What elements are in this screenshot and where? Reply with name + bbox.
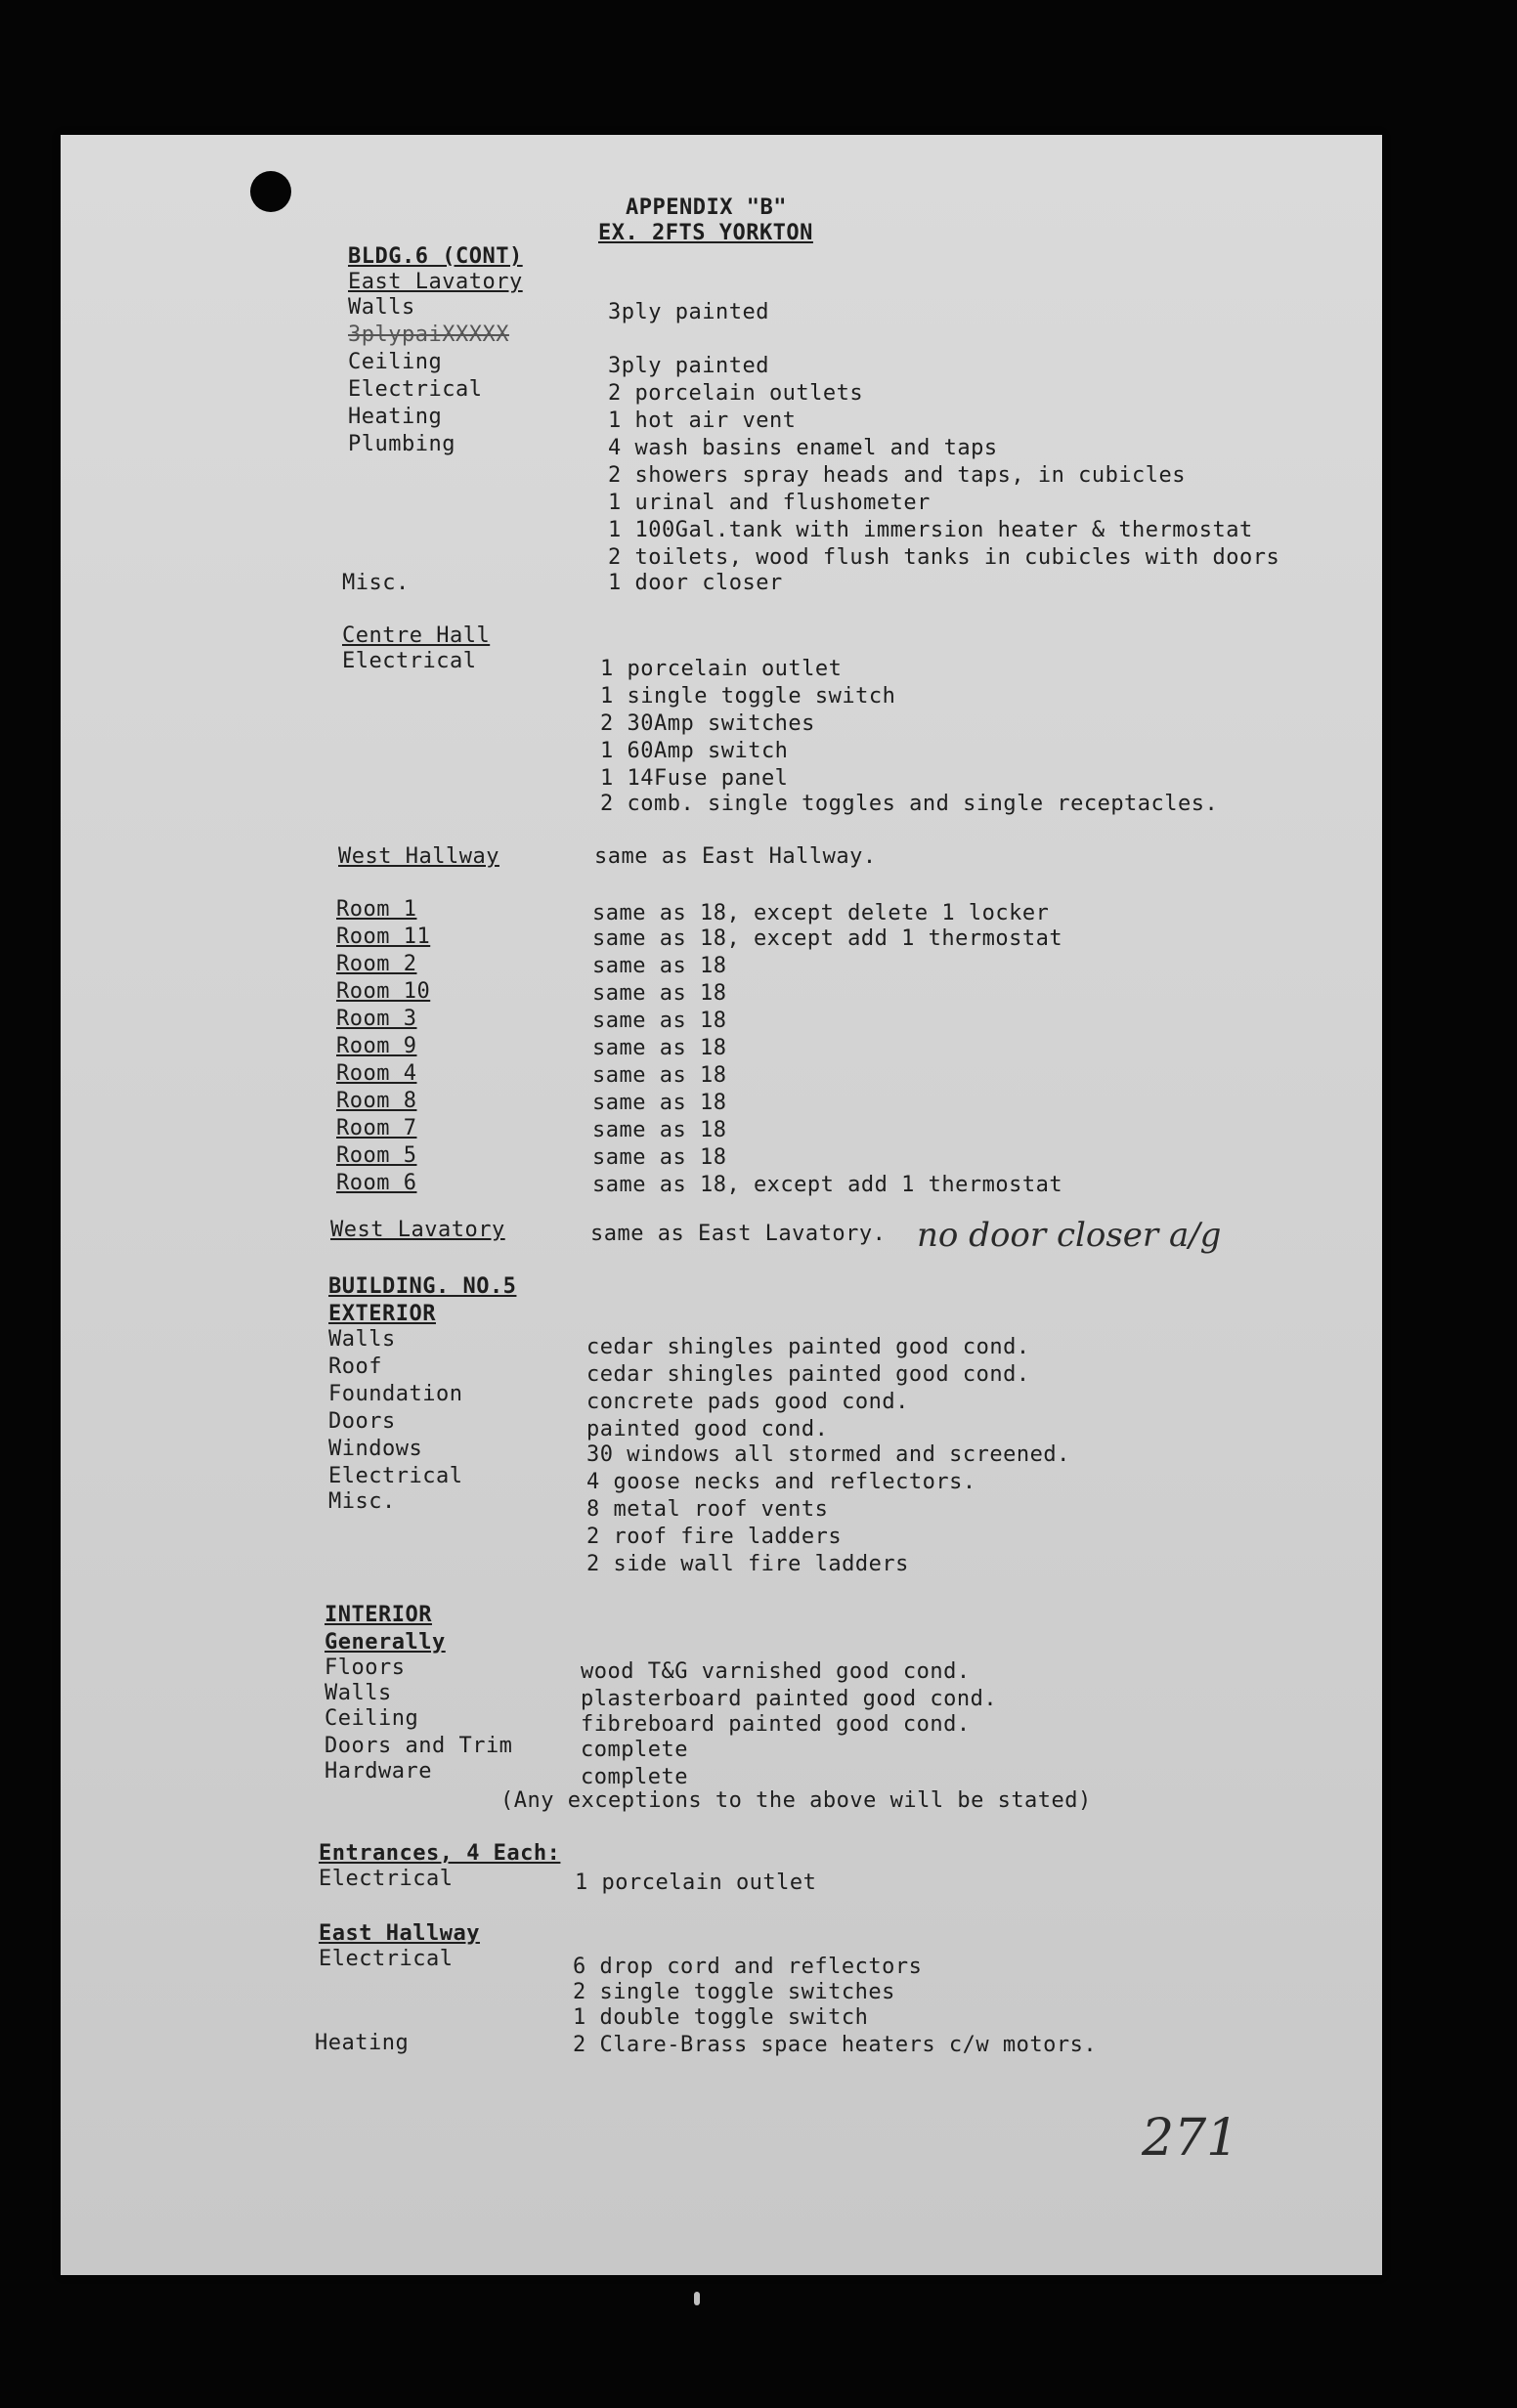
room-value: same as 18 — [592, 981, 727, 1006]
row-label: Floors — [325, 1656, 406, 1680]
row-value: plasterboard painted good cond. — [581, 1687, 998, 1711]
row-label: Ceiling — [348, 350, 443, 374]
row-value: 1 60Amp switch — [600, 739, 789, 763]
row-value: 30 windows all stormed and screened. — [586, 1442, 1070, 1467]
row-label: Electrical — [348, 377, 483, 402]
row-label: West Hallway — [338, 844, 499, 869]
row-label: Doors and Trim — [325, 1734, 513, 1758]
section-heading: INTERIOR — [325, 1603, 432, 1627]
row-label: Foundation — [328, 1382, 463, 1406]
room-value: same as 18, except delete 1 locker — [592, 901, 1050, 925]
room-value: same as 18, except add 1 thermostat — [592, 926, 1063, 951]
room-label: Room 11 — [336, 924, 431, 949]
row-value: same as East Lavatory. — [590, 1222, 887, 1246]
room-value: same as 18 — [592, 1145, 727, 1170]
room-label: Room 4 — [336, 1061, 417, 1086]
row-label: Ceiling — [325, 1706, 419, 1731]
row-value: 1 14Fuse panel — [600, 766, 789, 791]
row-value: complete — [581, 1738, 688, 1762]
room-label: Room 3 — [336, 1007, 417, 1031]
dust-speck — [694, 2292, 700, 2305]
row-value: 6 drop cord and reflectors — [573, 1955, 923, 1979]
row-value: same as East Hallway. — [594, 844, 877, 869]
section-subheading: Generally — [325, 1630, 446, 1655]
row-label: Electrical — [328, 1464, 463, 1488]
room-value: same as 18 — [592, 1091, 727, 1115]
room-label: Room 10 — [336, 979, 431, 1004]
section-heading: East Lavatory — [348, 270, 523, 294]
row-value: cedar shingles painted good cond. — [586, 1362, 1030, 1387]
row-value: 2 single toggle switches — [573, 1980, 895, 2004]
row-value: 2 roof fire ladders — [586, 1525, 843, 1549]
room-value: same as 18 — [592, 1036, 727, 1060]
row-value: 3ply painted — [608, 354, 769, 378]
row-label: West Lavatory — [330, 1218, 505, 1242]
row-value: painted good cond. — [586, 1417, 829, 1441]
punch-hole — [250, 171, 291, 212]
row-label: Misc. — [342, 571, 410, 595]
section-heading: East Hallway — [319, 1921, 480, 1946]
row-value: 2 porcelain outlets — [608, 381, 864, 406]
row-label: Heating — [315, 2031, 410, 2055]
row-value: 2 toilets, wood flush tanks in cubicles with doors — [608, 545, 1280, 570]
row-label: Walls — [328, 1327, 396, 1352]
row-value: 1 door closer — [608, 571, 783, 595]
row-label: Walls — [348, 295, 415, 320]
row-value: 1 double toggle switch — [573, 2005, 869, 2030]
struck-label: 3plypaiXXXXX — [348, 322, 509, 347]
room-label: Room 8 — [336, 1089, 417, 1113]
row-value: 2 showers spray heads and taps, in cubicles — [608, 463, 1187, 488]
row-value: 1 porcelain outlet — [600, 657, 843, 681]
row-label: Doors — [328, 1409, 396, 1434]
row-value: 4 goose necks and reflectors. — [586, 1470, 976, 1494]
row-value: 1 hot air vent — [608, 408, 797, 433]
row-label: Hardware — [325, 1759, 432, 1784]
section-heading: Centre Hall — [342, 624, 491, 648]
row-value: cedar shingles painted good cond. — [586, 1335, 1030, 1359]
row-value: 4 wash basins enamel and taps — [608, 436, 998, 460]
appendix-title: APPENDIX "B" — [626, 195, 787, 220]
row-value: complete — [581, 1765, 688, 1789]
row-value: 2 side wall fire ladders — [586, 1552, 909, 1576]
row-label: Electrical — [319, 1867, 454, 1891]
room-label: Room 6 — [336, 1171, 417, 1195]
row-value: 1 single toggle switch — [600, 684, 896, 709]
row-value: 2 30Amp switches — [600, 711, 815, 736]
row-label: Heating — [348, 405, 443, 429]
row-label: Roof — [328, 1354, 382, 1379]
row-value: concrete pads good cond. — [586, 1390, 909, 1414]
building-heading: BLDG.6 (CONT) — [348, 244, 523, 269]
section-heading: EXTERIOR — [328, 1302, 436, 1326]
row-value: 1 porcelain outlet — [575, 1870, 817, 1895]
row-value: wood T&G varnished good cond. — [581, 1659, 971, 1684]
room-label: Room 5 — [336, 1143, 417, 1168]
row-value: fibreboard painted good cond. — [581, 1712, 971, 1737]
building-heading: BUILDING. NO.5 — [328, 1274, 517, 1299]
row-label: Electrical — [319, 1947, 454, 1971]
room-label: Room 1 — [336, 897, 417, 922]
row-value: 1 urinal and flushometer — [608, 491, 931, 515]
room-value: same as 18 — [592, 954, 727, 978]
row-value: 3ply painted — [608, 300, 769, 324]
section-heading: Entrances, 4 Each: — [319, 1841, 561, 1866]
room-value: same as 18 — [592, 1063, 727, 1088]
row-value: 8 metal roof vents — [586, 1497, 829, 1522]
room-value: same as 18 — [592, 1009, 727, 1033]
row-value: 1 100Gal.tank with immersion heater & thermostat — [608, 518, 1253, 542]
appendix-subtitle: EX. 2FTS YORKTON — [598, 221, 813, 245]
interior-note: (Any exceptions to the above will be stated) — [500, 1788, 1092, 1813]
row-label: Plumbing — [348, 432, 455, 456]
room-label: Room 9 — [336, 1034, 417, 1058]
row-value: 2 comb. single toggles and single receptacles. — [600, 792, 1219, 816]
row-label: Windows — [328, 1437, 423, 1461]
room-value: same as 18, except add 1 thermostat — [592, 1173, 1063, 1197]
row-label: Misc. — [328, 1489, 396, 1514]
row-label: Walls — [325, 1681, 392, 1705]
row-value: 2 Clare-Brass space heaters c/w motors. — [573, 2033, 1098, 2057]
room-label: Room 2 — [336, 952, 417, 976]
room-value: same as 18 — [592, 1118, 727, 1142]
page-number: 271 — [1142, 2109, 1239, 2168]
row-label: Electrical — [342, 649, 477, 673]
handwritten-note: no door closer a/g — [917, 1216, 1222, 1255]
room-label: Room 7 — [336, 1116, 417, 1140]
